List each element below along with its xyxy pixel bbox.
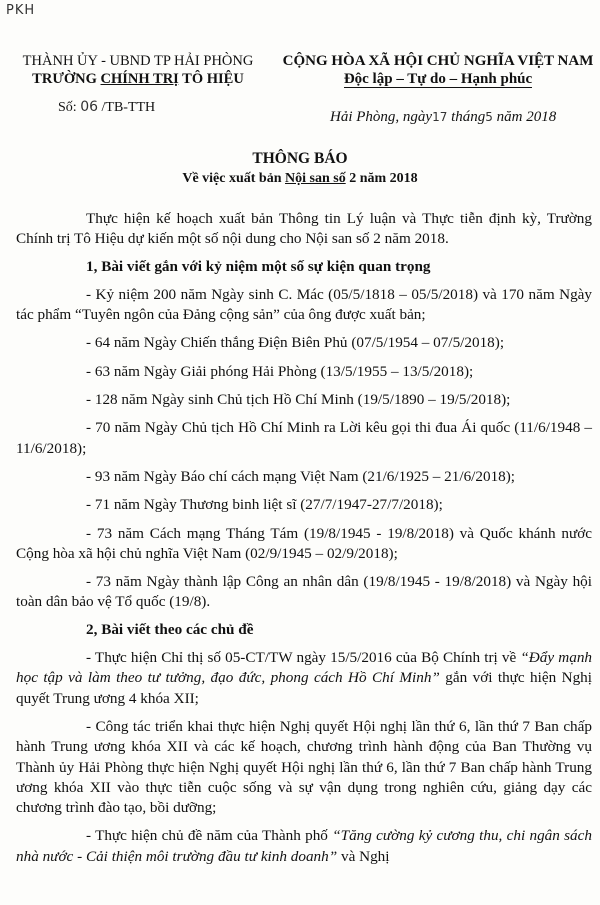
date-month-handwritten: 5 — [485, 110, 493, 124]
section2-item1-post: gắn với thực hiện Nghị quyết Trung ương 4 khóa XII; — [16, 669, 592, 707]
section1-heading: 1, Bài viết gắn với kỷ niệm một số sự kiện quan trọng — [86, 257, 431, 275]
date-part1: Hải Phòng, ngày — [330, 109, 433, 125]
section1-item: - 128 năm Ngày sinh Chủ tịch Hồ Chí Minh (19/5/1890 – 19/5/2018); — [86, 391, 511, 409]
subtitle-pre: Về việc xuất bản — [182, 171, 286, 186]
national-motto — [278, 70, 598, 88]
subtitle-post: 2 năm 2018 — [345, 171, 418, 186]
section1-item: - 93 năm Ngày Báo chí cách mạng Việt Nam (21/6/1925 – 21/6/2018); — [86, 467, 516, 485]
section2-item3-pre: - Thực hiện chủ đề năm của Thành phố — [86, 827, 333, 845]
org-line2-pre: TRƯỜNG — [32, 71, 101, 87]
doc-number-handwritten: 06 — [80, 99, 99, 115]
org-line2-underlined: CHÍNH TRỊ — [100, 71, 179, 87]
section2-item — [16, 826, 592, 867]
date-part2: tháng — [447, 109, 486, 125]
org-line2 — [8, 70, 268, 88]
section1-item: - 73 năm Ngày thành lập Công an nhân dân (19/8/1945 - 19/8/2018) và Ngày hội toàn dân bảo vệ Tổ quốc (19/8). — [16, 573, 592, 611]
doc-number-prefix: Số: — [58, 100, 81, 115]
date-day-handwritten: 17 — [432, 110, 448, 124]
motto-text: Độc lập – Tự do – Hạnh phúc — [343, 71, 533, 87]
republic-name: CỘNG HÒA XÃ HỘI CHỦ NGHĨA VIỆT NAM — [282, 53, 594, 69]
org-line2-post: TÔ HIỆU — [178, 71, 244, 87]
section2-item1-italic: “Đẩy mạnh học tập và làm theo tư tưởng, đạo đức, phong cách Hồ Chí Minh” — [16, 649, 593, 687]
section2-item3-post: và Nghị — [337, 847, 390, 865]
document-number — [58, 99, 155, 116]
handwritten-corner-mark: PKH — [6, 3, 36, 18]
document-subtitle — [0, 171, 600, 187]
section1-item: - 71 năm Ngày Thương binh liệt sĩ (27/7/1947-27/7/2018); — [86, 496, 443, 514]
issue-date — [330, 109, 556, 126]
section2-item — [16, 648, 592, 709]
section2-item1-pre: - Thực hiện Chỉ thị số 05-CT/TW ngày 15/5/2016 của Bộ Chính trị về — [86, 649, 521, 667]
section2-item3-italic: “Tăng cường kỷ cương thu, chi ngân sách nhà nước - Cải thiện môi trường đầu tư kinh doanh” — [16, 827, 592, 865]
document-body — [16, 209, 592, 867]
section2-heading: 2, Bài viết theo các chủ đề — [86, 620, 254, 638]
section2-item: - Công tác triển khai thực hiện Nghị quyết Hội nghị lần thứ 6, lần thứ 7 Ban chấp hành Trung ương khóa XII và các kế hoạch, chương trình hành động của Ban Thường vụ Thành ủy Hải Phòng thực hiện Nghị quyết Hội nghị lần thứ 6, lần thứ 7 Ban chấp hành Trung ương khóa XII vào thực tiễn cuộc sống và sự vận dụng trong nghiên cứu, giảng dạy các chương trình đào tạo, bồi dưỡng; — [16, 717, 592, 817]
issuing-organization — [8, 52, 268, 88]
section1-item: - 70 năm Ngày Chủ tịch Hồ Chí Minh ra Lời kêu gọi thi đua Ái quốc (11/6/1948 – 11/6/2018); — [16, 419, 592, 457]
org-line1: THÀNH ỦY - UBND TP HẢI PHÒNG — [22, 53, 254, 69]
doc-number-suffix: /TB-TTH — [98, 100, 156, 115]
section1-item: - 73 năm Cách mạng Tháng Tám (19/8/1945 - 19/8/2018) và Quốc khánh nước Cộng hòa xã hội chủ nghĩa Việt Nam (02/9/1945 – 02/9/2018); — [16, 524, 592, 562]
section1-item: - 63 năm Ngày Giải phóng Hải Phòng (13/5/1955 – 13/5/2018); — [86, 362, 474, 380]
section1-item: - Kỷ niệm 200 năm Ngày sinh C. Mác (05/5/1818 – 05/5/2018) và 170 năm Ngày tác phẩm “Tuyên ngôn của Đảng cộng sản” của ông được xuất bản; — [16, 285, 592, 324]
date-part3: năm 2018 — [492, 109, 557, 125]
subtitle-underlined: Nội san số — [285, 171, 346, 186]
national-header — [278, 52, 598, 88]
section1-item: - 64 năm Ngày Chiến thắng Điện Biên Phủ (07/5/1954 – 07/5/2018); — [86, 334, 505, 352]
intro-paragraph: Thực hiện kế hoạch xuất bản Thông tin Lý luận và Thực tiễn định kỳ, Trường Chính trị Tô Hiệu dự kiến một số nội dung cho Nội san số 2 năm 2018. — [16, 210, 592, 248]
document-title: THÔNG BÁO — [252, 150, 348, 167]
